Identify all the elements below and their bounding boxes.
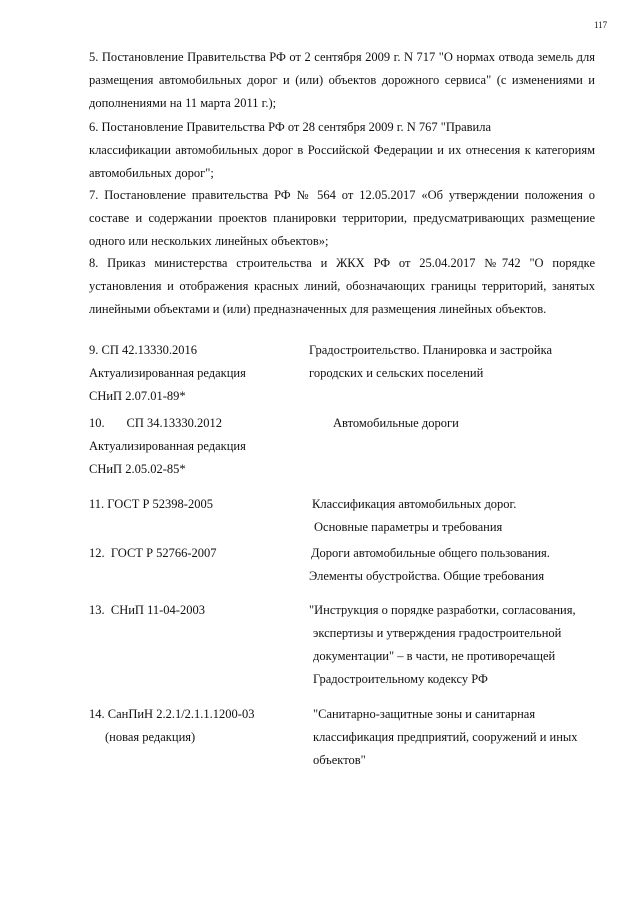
standard-13-title-2: экспертизы и утверждения градостроительной [313, 626, 562, 640]
standard-14-note: (новая редакция) [105, 730, 196, 744]
standard-12-title-2: Элементы обустройства. Общие требования [309, 569, 545, 583]
standard-14-title-1: "Санитарно-защитные зоны и санитарная [313, 707, 536, 721]
standard-9-code: 9. СП 42.13330.2016 [89, 343, 197, 357]
standard-11-title-2: Основные параметры и требования [314, 520, 503, 534]
standard-13-code: 13. СНиП 11-04-2003 [89, 603, 205, 617]
standard-11-title-1: Классификация автомобильных дорог. [312, 497, 517, 511]
standard-9-note: Актуализированная редакция [89, 366, 246, 380]
standard-9-snip: СНиП 2.07.01-89* [89, 389, 186, 403]
standard-14-title-2: классификация предприятий, сооружений и иных [313, 730, 578, 744]
item-8: 8. Приказ министерства строительства и ЖКХ РФ от 25.04.2017 №742 "О порядке установления и отображения красных линий, обозначающих границы территорий, занятых линейными объектами и (или) предназначенных для размещения линейных объектов. [89, 256, 595, 316]
standard-14-code: 14. СанПиН 2.2.1/2.1.1.1200-03 [89, 707, 255, 721]
standard-13-title-4: Градостроительному кодексу РФ [313, 672, 488, 686]
standard-9-title-2: городских и сельских поселений [309, 366, 484, 380]
standard-10-code: 10. СП 34.13330.2012 [89, 416, 222, 430]
standard-10-snip: СНиП 2.05.02-85* [89, 462, 186, 476]
standard-11-code: 11. ГОСТ Р 52398-2005 [89, 497, 213, 511]
standard-10-note: Актуализированная редакция [89, 439, 246, 453]
item-7: 7. Постановление правительства РФ № 564 от 12.05.2017 «Об утверждении положения о составе и содержании проектов планировки территории, предусматривающих размещение одного или нескольких линейных объектов»; [89, 188, 595, 248]
standard-13-title-1: "Инструкция о порядке разработки, согласования, [309, 603, 576, 617]
standard-12-code: 12. ГОСТ Р 52766-2007 [89, 546, 217, 560]
item-6-line1: 6. Постановление Правительства РФ от 28 сентября 2009 г. N 767 "Правила [89, 120, 492, 134]
standard-9-title-1: Градостроительство. Планировка и застройка [309, 343, 553, 357]
page-number: 117 [594, 20, 608, 30]
standard-13-title-3: документации" – в части, не противоречащей [313, 649, 556, 663]
item-6-rest: классификации автомобильных дорог в Российской Федерации и их отнесения к категориям автомобильных дорог"; [89, 143, 595, 180]
item-5: 5. Постановление Правительства РФ от 2 сентября 2009 г. N 717 "О нормах отвода земель для размещения автомобильных дорог и (или) объектов дорожного сервиса" (с изменениями и дополнениями на 11 марта 2011 г.); [89, 50, 595, 110]
standard-12-title-1: Дороги автомобильные общего пользования. [311, 546, 550, 560]
standard-10-title: Автомобильные дороги [333, 416, 459, 430]
standard-14-title-3: объектов" [313, 753, 366, 767]
